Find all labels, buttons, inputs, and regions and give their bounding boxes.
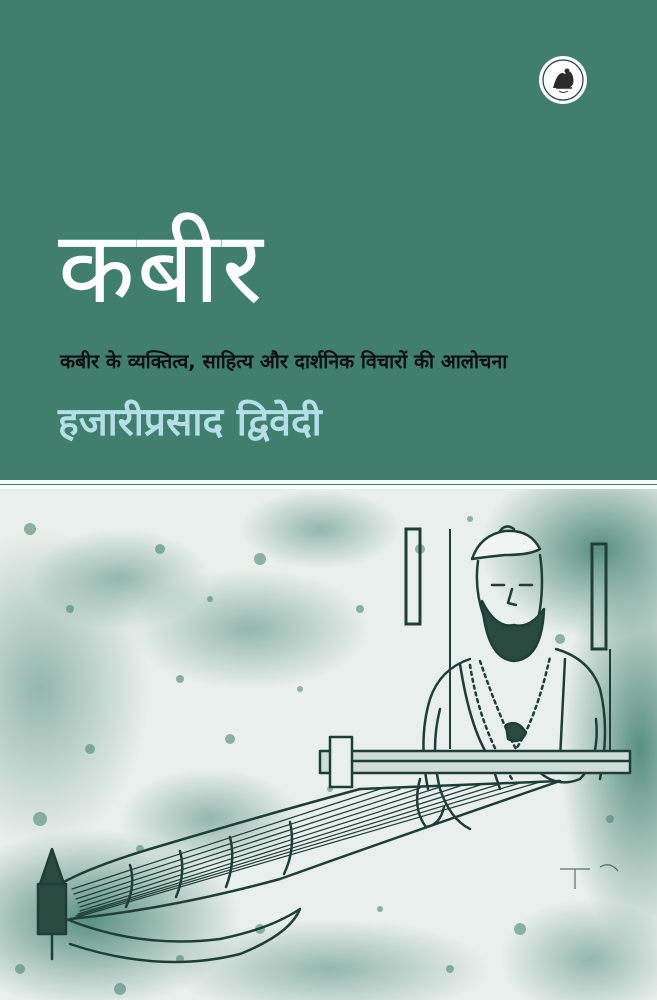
divider-line xyxy=(0,484,657,485)
book-title: कबीर xyxy=(58,209,265,326)
author-name: हजारीप्रसाद द्विवेदी xyxy=(58,400,322,445)
publisher-logo-icon xyxy=(538,55,588,105)
book-subtitle: कबीर के व्यक्तित्व, साहित्य और दार्शनिक विचारों की आलोचना xyxy=(60,350,508,373)
weaver-illustration xyxy=(0,489,657,1000)
